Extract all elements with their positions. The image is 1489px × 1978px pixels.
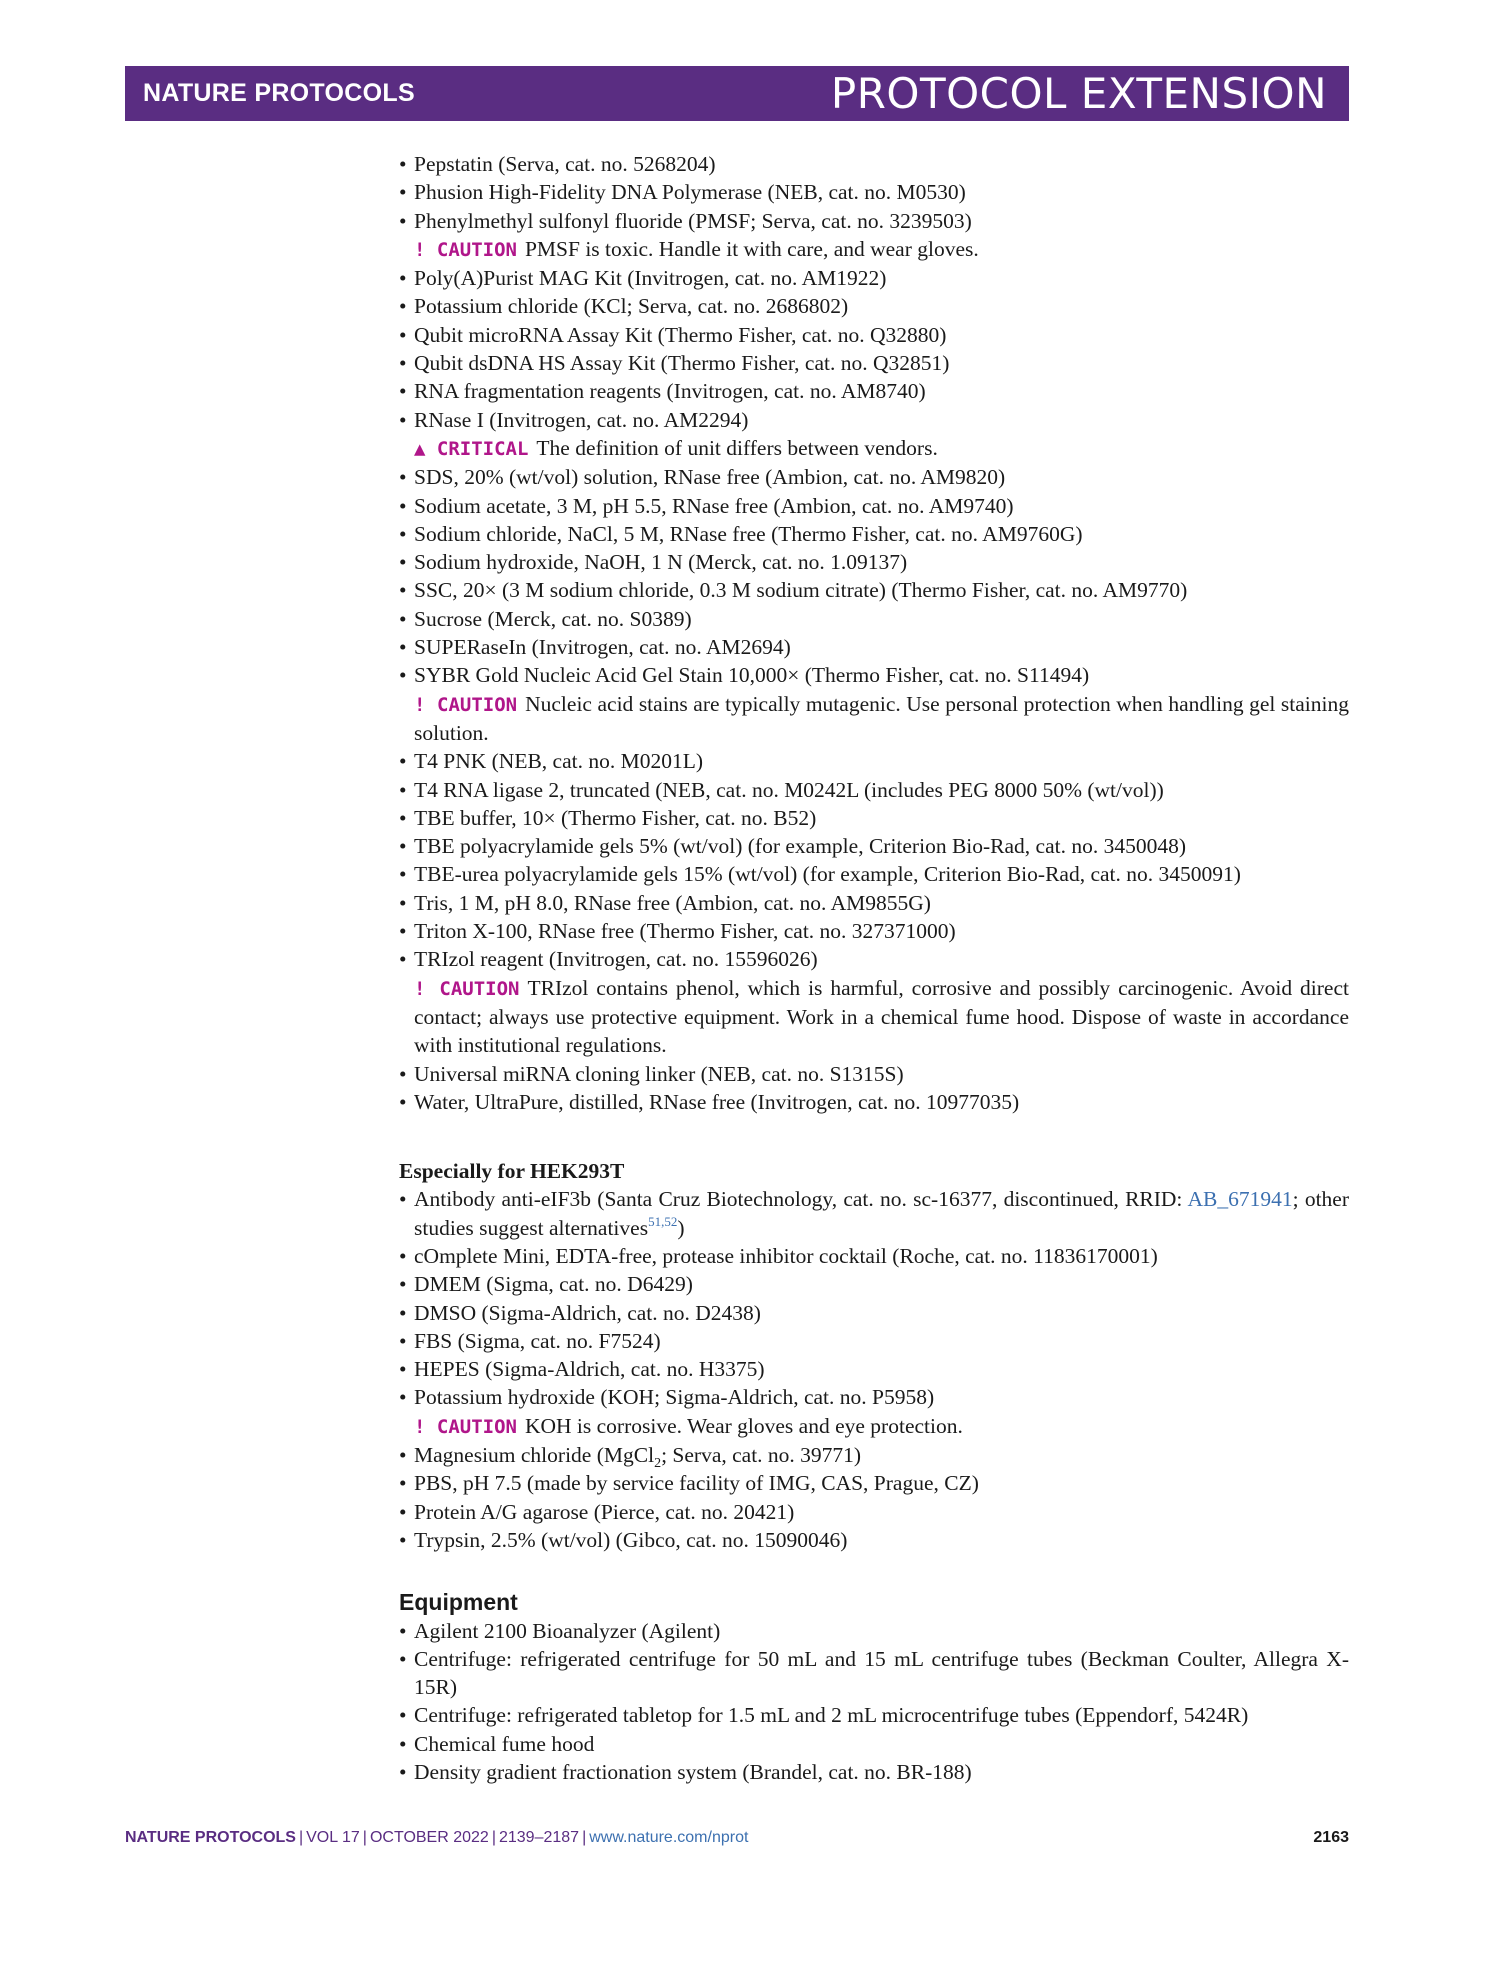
list-item: • Potassium hydroxide (KOH; Sigma-Aldrich, cat. no. P5958) — [399, 1383, 1349, 1411]
safety-note — [399, 1412, 1349, 1441]
list-item: • Chemical fume hood — [399, 1730, 1349, 1758]
list-item: • T4 RNA ligase 2, truncated (NEB, cat. no. M0242L (includes PEG 8000 50% (wt/vol)) — [399, 776, 1349, 804]
list-item: • TRIzol reagent (Invitrogen, cat. no. 15596026) — [399, 945, 1349, 973]
list-item: • Phenylmethyl sulfonyl fluoride (PMSF; Serva, cat. no. 3239503) — [399, 207, 1349, 235]
note-tag: ! CAUTION — [414, 1415, 517, 1438]
list-item: • Poly(A)Purist MAG Kit (Invitrogen, cat. no. AM1922) — [399, 264, 1349, 292]
note-text: KOH is corrosive. Wear gloves and eye protection. — [524, 1413, 963, 1438]
note-text: Nucleic acid stains are typically mutagenic. Use personal protection when handling gel staining solution. — [414, 691, 1350, 745]
safety-note — [399, 434, 1349, 463]
page-content — [399, 150, 1349, 1786]
safety-note — [399, 690, 1349, 748]
list-item: • Centrifuge: refrigerated centrifuge for 50 mL and 15 mL centrifuge tubes (Beckman Coulter, Allegra X-15R) — [399, 1645, 1349, 1702]
list-item: • Phusion High-Fidelity DNA Polymerase (NEB, cat. no. M0530) — [399, 178, 1349, 206]
list-item: • Tris, 1 M, pH 8.0, RNase free (Ambion, cat. no. AM9855G) — [399, 889, 1349, 917]
list-item: • TBE buffer, 10× (Thermo Fisher, cat. no. B52) — [399, 804, 1349, 832]
page-number: 2163 — [1313, 1829, 1349, 1846]
note-tag: ! CAUTION — [414, 693, 518, 716]
note-text: TRIzol contains phenol, which is harmful, corrosive and possibly carcinogenic. Avoid direct contact; always use protective equipment. Work in a chemical fume hood. Dispose of waste in accordance with institutional regulations. — [414, 975, 1349, 1058]
list-item: • HEPES (Sigma-Aldrich, cat. no. H3375) — [399, 1355, 1349, 1383]
list-item: • SUPERaseIn (Invitrogen, cat. no. AM2694) — [399, 633, 1349, 661]
list-item: • Universal miRNA cloning linker (NEB, cat. no. S1315S) — [399, 1060, 1349, 1088]
list-item: • Sodium hydroxide, NaOH, 1 N (Merck, cat. no. 1.09137) — [399, 548, 1349, 576]
list-item: • Centrifuge: refrigerated tabletop for 1.5 mL and 2 mL microcentrifuge tubes (Eppendorf, 5424R) — [399, 1701, 1349, 1729]
section-title: PROTOCOL EXTENSION — [830, 69, 1327, 118]
list-item: • Pepstatin (Serva, cat. no. 5268204) — [399, 150, 1349, 178]
note-text: PMSF is toxic. Handle it with care, and wear gloves. — [524, 236, 979, 261]
safety-note — [399, 974, 1349, 1060]
footer-date: OCTOBER 2022 — [369, 1829, 489, 1846]
safety-note — [399, 235, 1349, 264]
header-bar — [125, 66, 1349, 121]
list-item: • T4 PNK (NEB, cat. no. M0201L) — [399, 747, 1349, 775]
list-item: • Density gradient fractionation system (Brandel, cat. no. BR-188) — [399, 1758, 1349, 1786]
list-item: • Triton X-100, RNase free (Thermo Fisher, cat. no. 327371000) — [399, 917, 1349, 945]
list-item: • Sucrose (Merck, cat. no. S0389) — [399, 605, 1349, 633]
hek-heading: Especially for HEK293T — [399, 1159, 625, 1184]
footer-journal: NATURE PROTOCOLS — [125, 1829, 296, 1846]
list-item: • Water, UltraPure, distilled, RNase free (Invitrogen, cat. no. 10977035) — [399, 1088, 1349, 1116]
rrid-link[interactable]: AB_671941 — [1187, 1187, 1293, 1212]
list-item: • FBS (Sigma, cat. no. F7524) — [399, 1327, 1349, 1355]
list-item: • SDS, 20% (wt/vol) solution, RNase free (Ambion, cat. no. AM9820) — [399, 463, 1349, 491]
list-item: • Agilent 2100 Bioanalyzer (Agilent) — [399, 1617, 1349, 1645]
footer-pages: 2139–2187 — [498, 1829, 580, 1846]
list-item: • SYBR Gold Nucleic Acid Gel Stain 10,000× (Thermo Fisher, cat. no. S11494) — [399, 661, 1349, 689]
note-tag: ! CAUTION — [414, 977, 520, 1000]
note-tag: ! CAUTION — [414, 238, 517, 261]
list-item: • Trypsin, 2.5% (wt/vol) (Gibco, cat. no. 15090046) — [399, 1526, 1349, 1554]
equipment-heading: Equipment — [399, 1589, 518, 1616]
list-item: • DMSO (Sigma-Aldrich, cat. no. D2438) — [399, 1299, 1349, 1327]
reference-superscript[interactable]: 51,52 — [648, 1213, 678, 1229]
list-item: • SSC, 20× (3 M sodium chloride, 0.3 M sodium citrate) (Thermo Fisher, cat. no. AM9770) — [399, 576, 1349, 604]
note-tag: ▲ CRITICAL — [414, 437, 529, 460]
list-item: • cOmplete Mini, EDTA-free, protease inhibitor cocktail (Roche, cat. no. 11836170001) — [399, 1242, 1349, 1270]
list-item: • DMEM (Sigma, cat. no. D6429) — [399, 1270, 1349, 1298]
equipment-list — [399, 1617, 1349, 1787]
list-item: • Potassium chloride (KCl; Serva, cat. no. 2686802) — [399, 292, 1349, 320]
page-footer: NATURE PROTOCOLS | VOL 17 | OCTOBER 2022 | 2139–2187 | www.nature.com/nprot 2163 — [125, 1829, 1349, 1846]
list-item: • TBE polyacrylamide gels 5% (wt/vol) (for example, Criterion Bio-Rad, cat. no. 3450048) — [399, 832, 1349, 860]
list-item: • RNase I (Invitrogen, cat. no. AM2294) — [399, 406, 1349, 434]
journal-name: NATURE PROTOCOLS — [143, 79, 415, 107]
list-item: • Sodium chloride, NaCl, 5 M, RNase free (Thermo Fisher, cat. no. AM9760G) — [399, 520, 1349, 548]
list-item: • Antibody anti-eIF3b (Santa Cruz Biotechnology, cat. no. sc-16377, discontinued, RRID: AB_671941; other studies suggest alternatives$^{51,52}$) — [399, 1185, 1349, 1242]
list-item: • Magnesium chloride (MgCl$_2$; Serva, cat. no. 39771) — [399, 1441, 1349, 1469]
hek-list — [399, 1185, 1349, 1554]
list-item: • Sodium acetate, 3 M, pH 5.5, RNase free (Ambion, cat. no. AM9740) — [399, 492, 1349, 520]
list-item: • PBS, pH 7.5 (made by service facility of IMG, CAS, Prague, CZ) — [399, 1469, 1349, 1497]
list-item: • Qubit microRNA Assay Kit (Thermo Fisher, cat. no. Q32880) — [399, 321, 1349, 349]
list-item: • Protein A/G agarose (Pierce, cat. no. 20421) — [399, 1498, 1349, 1526]
footer-url[interactable]: www.nature.com/nprot — [589, 1829, 749, 1846]
list-item: • RNA fragmentation reagents (Invitrogen, cat. no. AM8740) — [399, 377, 1349, 405]
note-text: The definition of unit differs between vendors. — [536, 435, 938, 460]
list-item: • TBE-urea polyacrylamide gels 15% (wt/vol) (for example, Criterion Bio-Rad, cat. no. 3450091) — [399, 860, 1349, 888]
list-item: • Qubit dsDNA HS Assay Kit (Thermo Fisher, cat. no. Q32851) — [399, 349, 1349, 377]
footer-volume: VOL 17 — [306, 1829, 360, 1846]
reagent-list — [399, 150, 1349, 1116]
